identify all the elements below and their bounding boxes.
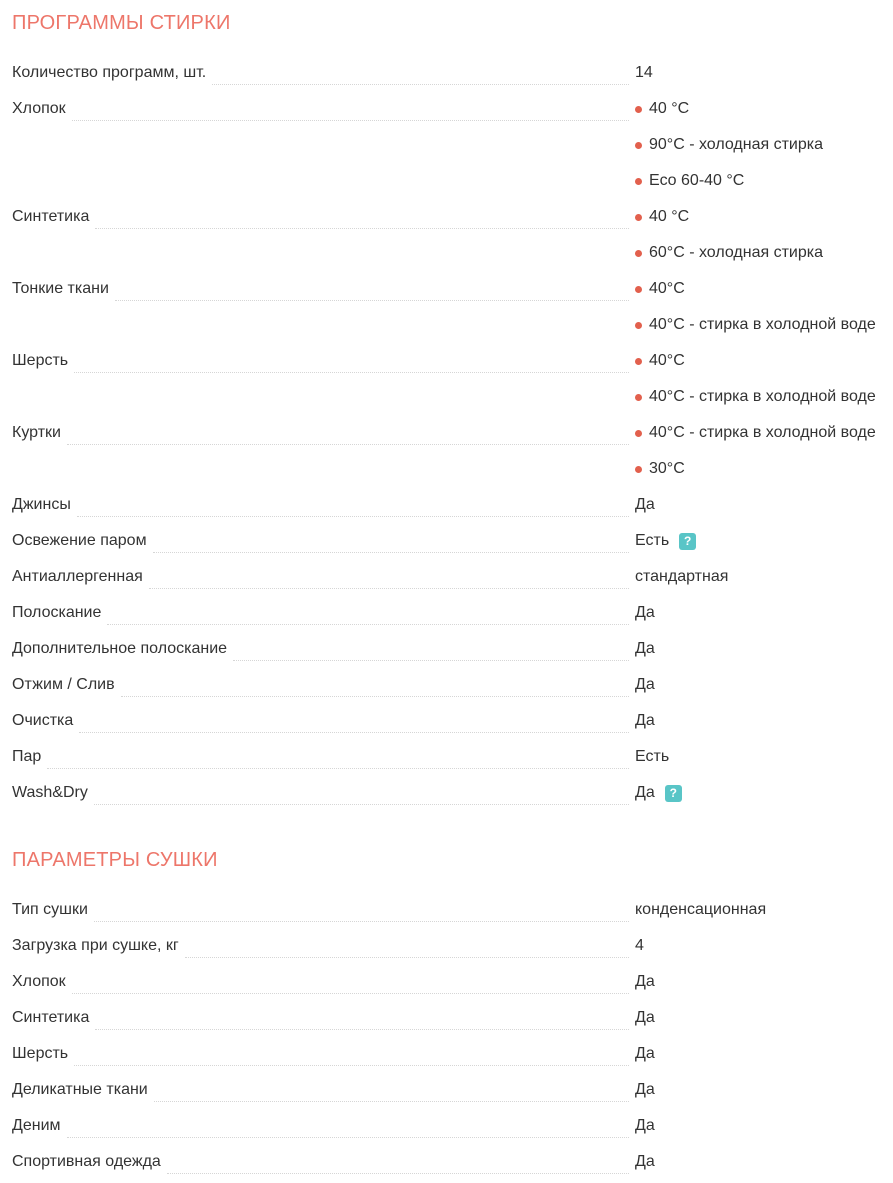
spec-row	[12, 271, 881, 343]
row-left	[12, 1108, 635, 1144]
leader-line	[74, 1036, 629, 1066]
row-values	[635, 703, 881, 739]
value-text: Да	[635, 784, 655, 801]
leader-line	[67, 1108, 629, 1138]
row-left	[12, 739, 635, 775]
leader-line	[115, 271, 629, 301]
row-label: Wash&Dry	[12, 784, 88, 801]
leader-line	[233, 631, 629, 661]
value-line	[635, 631, 881, 667]
spec-row	[12, 1144, 881, 1180]
spec-row	[12, 91, 881, 199]
value-line	[635, 91, 881, 127]
row-left	[12, 199, 635, 235]
leader-line	[153, 523, 629, 553]
row-left	[12, 487, 635, 523]
value-line	[635, 739, 881, 775]
value-text: 90°C - холодная стирка	[649, 136, 823, 153]
row-label: Количество программ, шт.	[12, 64, 207, 81]
leader-line	[121, 667, 629, 697]
bullet-icon	[635, 142, 642, 149]
value-line	[635, 163, 881, 199]
leader-line	[95, 1000, 629, 1030]
value-text: Да	[635, 1045, 655, 1062]
row-left	[12, 559, 635, 595]
leader-line	[94, 775, 629, 805]
row-values	[635, 271, 881, 343]
value-text: Да	[635, 1153, 655, 1170]
spec-row	[12, 739, 881, 775]
value-line	[635, 127, 881, 163]
section-title: ПАРАМЕТРЫ СУШКИ	[12, 849, 218, 871]
bullet-icon	[635, 466, 642, 473]
value-text: Да	[635, 712, 655, 729]
value-text: 4	[635, 937, 644, 954]
value-line	[635, 559, 881, 595]
value-text: Да	[635, 973, 655, 990]
row-values	[635, 487, 881, 523]
value-line	[635, 892, 881, 928]
spec-row	[12, 1072, 881, 1108]
bullet-icon	[635, 178, 642, 185]
row-values	[635, 928, 881, 964]
row-values	[635, 91, 881, 199]
value-line	[635, 1072, 881, 1108]
value-line	[635, 775, 881, 811]
row-values	[635, 199, 881, 271]
leader-line	[72, 91, 629, 121]
help-icon[interactable]: ?	[665, 785, 682, 802]
spec-row	[12, 559, 881, 595]
spec-section	[12, 850, 881, 1180]
value-line	[635, 1144, 881, 1180]
value-text: 40°C	[649, 352, 685, 369]
row-left	[12, 1144, 635, 1180]
leader-line	[67, 415, 629, 445]
row-left	[12, 1036, 635, 1072]
row-label: Очистка	[12, 712, 74, 729]
leader-line	[77, 487, 629, 517]
value-text: стандартная	[635, 568, 729, 585]
row-label: Спортивная одежда	[12, 1153, 161, 1170]
row-label: Антиаллергенная	[12, 568, 143, 585]
row-label: Деним	[12, 1117, 61, 1134]
value-text: 60°C - холодная стирка	[649, 244, 823, 261]
value-line	[635, 487, 881, 523]
row-values	[635, 1108, 881, 1144]
row-label: Тонкие ткани	[12, 280, 109, 297]
spec-row	[12, 1108, 881, 1144]
spec-row	[12, 775, 881, 811]
row-label: Шерсть	[12, 352, 69, 369]
value-text: 14	[635, 64, 653, 81]
row-left	[12, 415, 635, 451]
value-line	[635, 307, 881, 343]
leader-line	[74, 343, 629, 373]
row-left	[12, 631, 635, 667]
row-left	[12, 964, 635, 1000]
row-left	[12, 91, 635, 127]
row-label: Пар	[12, 748, 42, 765]
row-values	[635, 1144, 881, 1180]
leader-line	[79, 703, 629, 733]
row-values	[635, 1072, 881, 1108]
row-label: Хлопок	[12, 973, 66, 990]
row-left	[12, 1000, 635, 1036]
row-left	[12, 703, 635, 739]
row-values	[635, 892, 881, 928]
bullet-icon	[635, 322, 642, 329]
value-line	[635, 667, 881, 703]
value-text: Да	[635, 496, 655, 513]
leader-line	[94, 892, 629, 922]
value-line	[635, 271, 881, 307]
value-text: Да	[635, 676, 655, 693]
value-text: 40°C	[649, 280, 685, 297]
row-label: Деликатные ткани	[12, 1081, 148, 1098]
row-label: Освежение паром	[12, 532, 147, 549]
leader-line	[107, 595, 629, 625]
row-left	[12, 1072, 635, 1108]
row-values	[635, 667, 881, 703]
spec-row	[12, 523, 881, 559]
spec-row	[12, 892, 881, 928]
row-label: Полоскание	[12, 604, 102, 621]
spec-section	[12, 13, 881, 811]
bullet-icon	[635, 358, 642, 365]
leader-line	[149, 559, 629, 589]
section-rows	[12, 892, 881, 1180]
value-text: Есть	[635, 748, 670, 765]
value-text: Да	[635, 1009, 655, 1026]
value-line	[635, 235, 881, 271]
row-left	[12, 667, 635, 703]
leader-line	[95, 199, 629, 229]
value-line	[635, 703, 881, 739]
value-text: 40°C - стирка в холодной воде	[649, 424, 876, 441]
leader-line	[212, 55, 629, 85]
row-values	[635, 1036, 881, 1072]
spec-row	[12, 631, 881, 667]
leader-line	[47, 739, 629, 769]
row-values	[635, 739, 881, 775]
row-left	[12, 892, 635, 928]
value-line	[635, 523, 881, 559]
spec-row	[12, 1036, 881, 1072]
row-values	[635, 55, 881, 91]
value-text: 40 °C	[649, 208, 690, 225]
help-icon[interactable]: ?	[679, 533, 696, 550]
spec-row	[12, 55, 881, 91]
value-line	[635, 343, 881, 379]
spec-row	[12, 199, 881, 271]
bullet-icon	[635, 286, 642, 293]
value-line	[635, 1108, 881, 1144]
spec-row	[12, 415, 881, 487]
value-line	[635, 415, 881, 451]
row-values	[635, 523, 881, 559]
value-text: 30°C	[649, 460, 685, 477]
spec-row	[12, 1000, 881, 1036]
spec-row	[12, 964, 881, 1000]
value-line	[635, 1036, 881, 1072]
bullet-icon	[635, 214, 642, 221]
value-text: Да	[635, 1081, 655, 1098]
value-text: 40°C - стирка в холодной воде	[649, 316, 876, 333]
spec-row	[12, 343, 881, 415]
row-values	[635, 775, 881, 811]
bullet-icon	[635, 250, 642, 257]
row-label: Хлопок	[12, 100, 66, 117]
leader-line	[185, 928, 629, 958]
row-left	[12, 523, 635, 559]
row-label: Синтетика	[12, 1009, 90, 1026]
spec-row	[12, 487, 881, 523]
bullet-icon	[635, 394, 642, 401]
value-line	[635, 1000, 881, 1036]
row-values	[635, 559, 881, 595]
row-label: Тип сушки	[12, 901, 88, 918]
value-line	[635, 379, 881, 415]
value-line	[635, 595, 881, 631]
spec-row	[12, 703, 881, 739]
row-label: Синтетика	[12, 208, 90, 225]
row-left	[12, 928, 635, 964]
spec-row	[12, 595, 881, 631]
row-label: Дополнительное полоскание	[12, 640, 228, 657]
spec-row	[12, 667, 881, 703]
row-label: Отжим / Слив	[12, 676, 115, 693]
row-left	[12, 775, 635, 811]
bullet-icon	[635, 106, 642, 113]
value-text: Eco 60-40 °C	[649, 172, 745, 189]
row-label: Загрузка при сушке, кг	[12, 937, 179, 954]
row-left	[12, 55, 635, 91]
row-values	[635, 343, 881, 415]
value-text: 40 °C	[649, 100, 690, 117]
value-line	[635, 55, 881, 91]
row-values	[635, 964, 881, 1000]
leader-line	[154, 1072, 629, 1102]
row-left	[12, 271, 635, 307]
section-rows	[12, 55, 881, 811]
row-left	[12, 343, 635, 379]
leader-line	[72, 964, 629, 994]
value-text: 40°C - стирка в холодной воде	[649, 388, 876, 405]
value-text: Есть	[635, 532, 670, 549]
value-text: конденсационная	[635, 901, 767, 918]
section-title: ПРОГРАММЫ СТИРКИ	[12, 12, 231, 34]
value-text: Да	[635, 604, 655, 621]
row-values	[635, 1000, 881, 1036]
value-text: Да	[635, 640, 655, 657]
row-values	[635, 415, 881, 487]
row-label: Джинсы	[12, 496, 71, 513]
row-values	[635, 595, 881, 631]
row-label: Куртки	[12, 424, 61, 441]
value-line	[635, 199, 881, 235]
leader-line	[167, 1144, 629, 1174]
value-text: Да	[635, 1117, 655, 1134]
row-label: Шерсть	[12, 1045, 69, 1062]
value-line	[635, 964, 881, 1000]
spec-row	[12, 928, 881, 964]
value-line	[635, 928, 881, 964]
bullet-icon	[635, 430, 642, 437]
row-values	[635, 631, 881, 667]
value-line	[635, 451, 881, 487]
row-left	[12, 595, 635, 631]
